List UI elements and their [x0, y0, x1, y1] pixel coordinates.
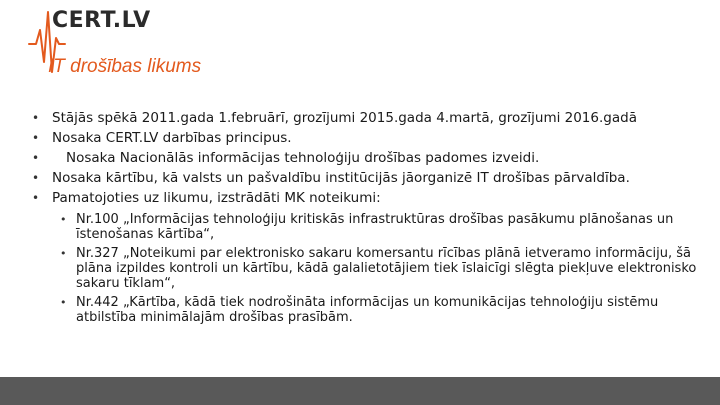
bullet-text: Stājās spēkā 2011.gada 1.februārī, grozījumi 2015.gada 4.martā, grozījumi 2016.gadā	[52, 110, 637, 126]
footer-bar	[0, 377, 720, 405]
bullet-text: Nosaka Nacionālās informācijas tehnoloģiju drošības padomes izveidi.	[66, 150, 540, 166]
bullet-item	[32, 188, 712, 208]
bullet-text: Nosaka CERT.LV darbības principus.	[52, 130, 292, 146]
bullet-list	[32, 108, 712, 325]
sub-bullet-item	[60, 212, 712, 242]
bullet-dot-icon: •	[32, 151, 40, 165]
sub-bullet-item	[60, 295, 712, 325]
bullet-dot-icon: •	[32, 111, 40, 125]
sub-bullet-list	[60, 212, 712, 325]
bullet-dot-icon: •	[60, 296, 67, 309]
sub-bullet-item	[60, 246, 712, 291]
sub-bullet-text: Nr.442 „Kārtība, kādā tiek nodrošināta informācijas un komunikācijas tehnoloģiju sistēmu atbilstība minimālajām drošības prasībām.	[76, 295, 659, 325]
bullet-dot-icon: •	[60, 247, 67, 260]
bullet-item	[32, 168, 712, 188]
sub-bullet-text: Nr.100 „Informācijas tehnoloģiju kritiskās infrastruktūras drošības pasākumu plānošanas un īstenošanas kārtība“,	[76, 212, 674, 242]
logo-text: CERT.LV	[52, 8, 151, 33]
bullet-dot-icon: •	[32, 131, 40, 145]
sub-bullet-text: Nr.327 „Noteikumi par elektronisko sakaru komersantu rīcības plānā ietveramo informāciju, šā plāna izpildes kontroli un kārtību, kādā galalietotājiem tiek īslaicīgi slēgta piekļuve elektronisko sakaru tīklam“,	[76, 246, 697, 291]
bullet-item	[32, 128, 712, 148]
slide-subtitle: IT drošības likums	[48, 56, 202, 77]
bullet-item	[32, 108, 712, 128]
bullet-dot-icon: •	[60, 213, 67, 226]
bullet-text: Pamatojoties uz likumu, izstrādāti MK noteikumi:	[52, 190, 381, 206]
bullet-dot-icon: •	[32, 191, 40, 205]
bullet-text: Nosaka kārtību, kā valsts un pašvaldību institūcijās jāorganizē IT drošības pārvaldība.	[52, 170, 630, 186]
bullet-item	[32, 148, 712, 168]
bullet-dot-icon: •	[32, 171, 40, 185]
